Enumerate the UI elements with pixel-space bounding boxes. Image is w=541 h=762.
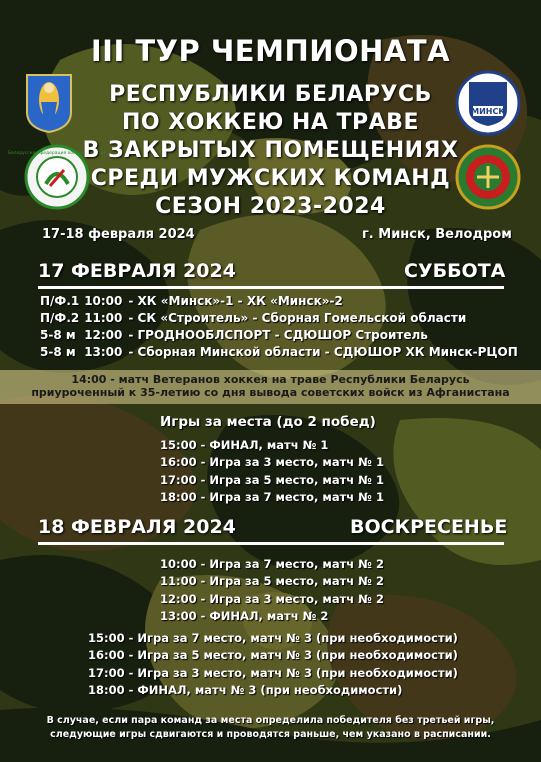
title-line-6: СЕЗОН 2023-2024 [155, 194, 386, 219]
day1-underline [38, 286, 504, 289]
match-stage: 5-8 м [40, 328, 76, 342]
title-line-5: СРЕДИ МУЖСКИХ КОМАНД [90, 166, 451, 191]
event-dates: 17-18 февраля 2024 [42, 227, 195, 242]
match-row [40, 311, 466, 325]
match-time: 11:00 [84, 311, 123, 325]
day2-games-list-b [88, 630, 458, 700]
title-line-3: ПО ХОККЕЮ НА ТРАВЕ [122, 110, 419, 135]
match-teams: - ХК «Минск»-1 - ХК «Минск»-2 [128, 294, 343, 308]
footnote-line-1: В случае, если пара команд за места определила победителя без третьей игры, [46, 715, 495, 726]
match-teams: - СК «Строитель» - Сборная Гомельской области [128, 311, 467, 325]
day2-weekday-heading: ВОСКРЕСЕНЬЕ [350, 516, 508, 538]
list-item: 13:00 - ФИНАЛ, матч № 2 [160, 609, 329, 624]
list-item: 18:00 - Игра за 7 место, матч № 1 [160, 490, 384, 505]
match-teams: - ГРОДНООБЛСПОРТ - СДЮШОР Строитель [128, 328, 428, 342]
day1-date-heading: 17 ФЕВРАЛЯ 2024 [38, 260, 236, 282]
day2-underline [38, 542, 504, 545]
day1-weekday-heading: СУББОТА [404, 260, 506, 282]
places-title: Игры за места (до 2 побед) [160, 414, 376, 430]
match-row [40, 345, 518, 359]
match-row [40, 294, 343, 308]
list-item: 17:00 - Игра за 3 место, матч № 3 (при необходимости) [88, 665, 458, 680]
day1-places-list [160, 437, 384, 507]
match-teams: - Сборная Минской области - СДЮШОР ХК Минск-РЦОП [128, 345, 518, 359]
federation-logo-text: Белорусская федерация хоккея на траве [7, 151, 107, 156]
list-item: 11:00 - Игра за 5 место, матч № 2 [160, 574, 384, 589]
match-time: 13:00 [84, 345, 123, 359]
veterans-match-band [0, 370, 541, 404]
match-row [40, 328, 428, 342]
match-time: 12:00 [84, 328, 123, 342]
list-item: 18:00 - ФИНАЛ, матч № 3 (при необходимости) [88, 683, 403, 698]
day2-date-heading: 18 ФЕВРАЛЯ 2024 [38, 516, 236, 538]
event-location: г. Минск, Велодром [362, 227, 512, 242]
list-item: 17:00 - Игра за 5 место, матч № 1 [160, 472, 384, 487]
footnote [0, 714, 541, 742]
list-item: 15:00 - Игра за 7 место, матч № 3 (при необходимости) [88, 631, 458, 645]
list-item: 15:00 - ФИНАЛ, матч № 1 [160, 438, 329, 452]
veterans-line-2: приуроченный к 35-летию со дня вывода советских войск из Афганистана [31, 386, 510, 399]
veterans-line-1: 14:00 - матч Ветеранов хоккея на траве Республики Беларусь [71, 373, 470, 386]
list-item: 10:00 - Игра за 7 место, матч № 2 [160, 557, 384, 571]
match-stage: П/Ф.1 [40, 294, 80, 308]
list-item: 16:00 - Игра за 3 место, матч № 1 [160, 455, 384, 470]
match-stage: П/Ф.2 [40, 311, 80, 325]
match-stage: 5-8 м [40, 345, 76, 359]
minsk-logo-text: МИНСК [471, 107, 505, 116]
title-line-2: РЕСПУБЛИКИ БЕЛАРУСЬ [109, 82, 432, 107]
list-item: 16:00 - Игра за 5 место, матч № 3 (при необходимости) [88, 648, 458, 663]
match-time: 10:00 [84, 294, 123, 308]
list-item: 12:00 - Игра за 3 место, матч № 2 [160, 591, 384, 606]
title-line-4: В ЗАКРЫТЫХ ПОМЕЩЕНИЯХ [82, 138, 459, 163]
title-line-1: III ТУР ЧЕМПИОНАТА [90, 34, 451, 68]
day2-games-list-a [160, 556, 384, 626]
footnote-line-2: следующие игры сдвигаются и проводятся раньше, чем указано в расписании. [50, 729, 491, 740]
